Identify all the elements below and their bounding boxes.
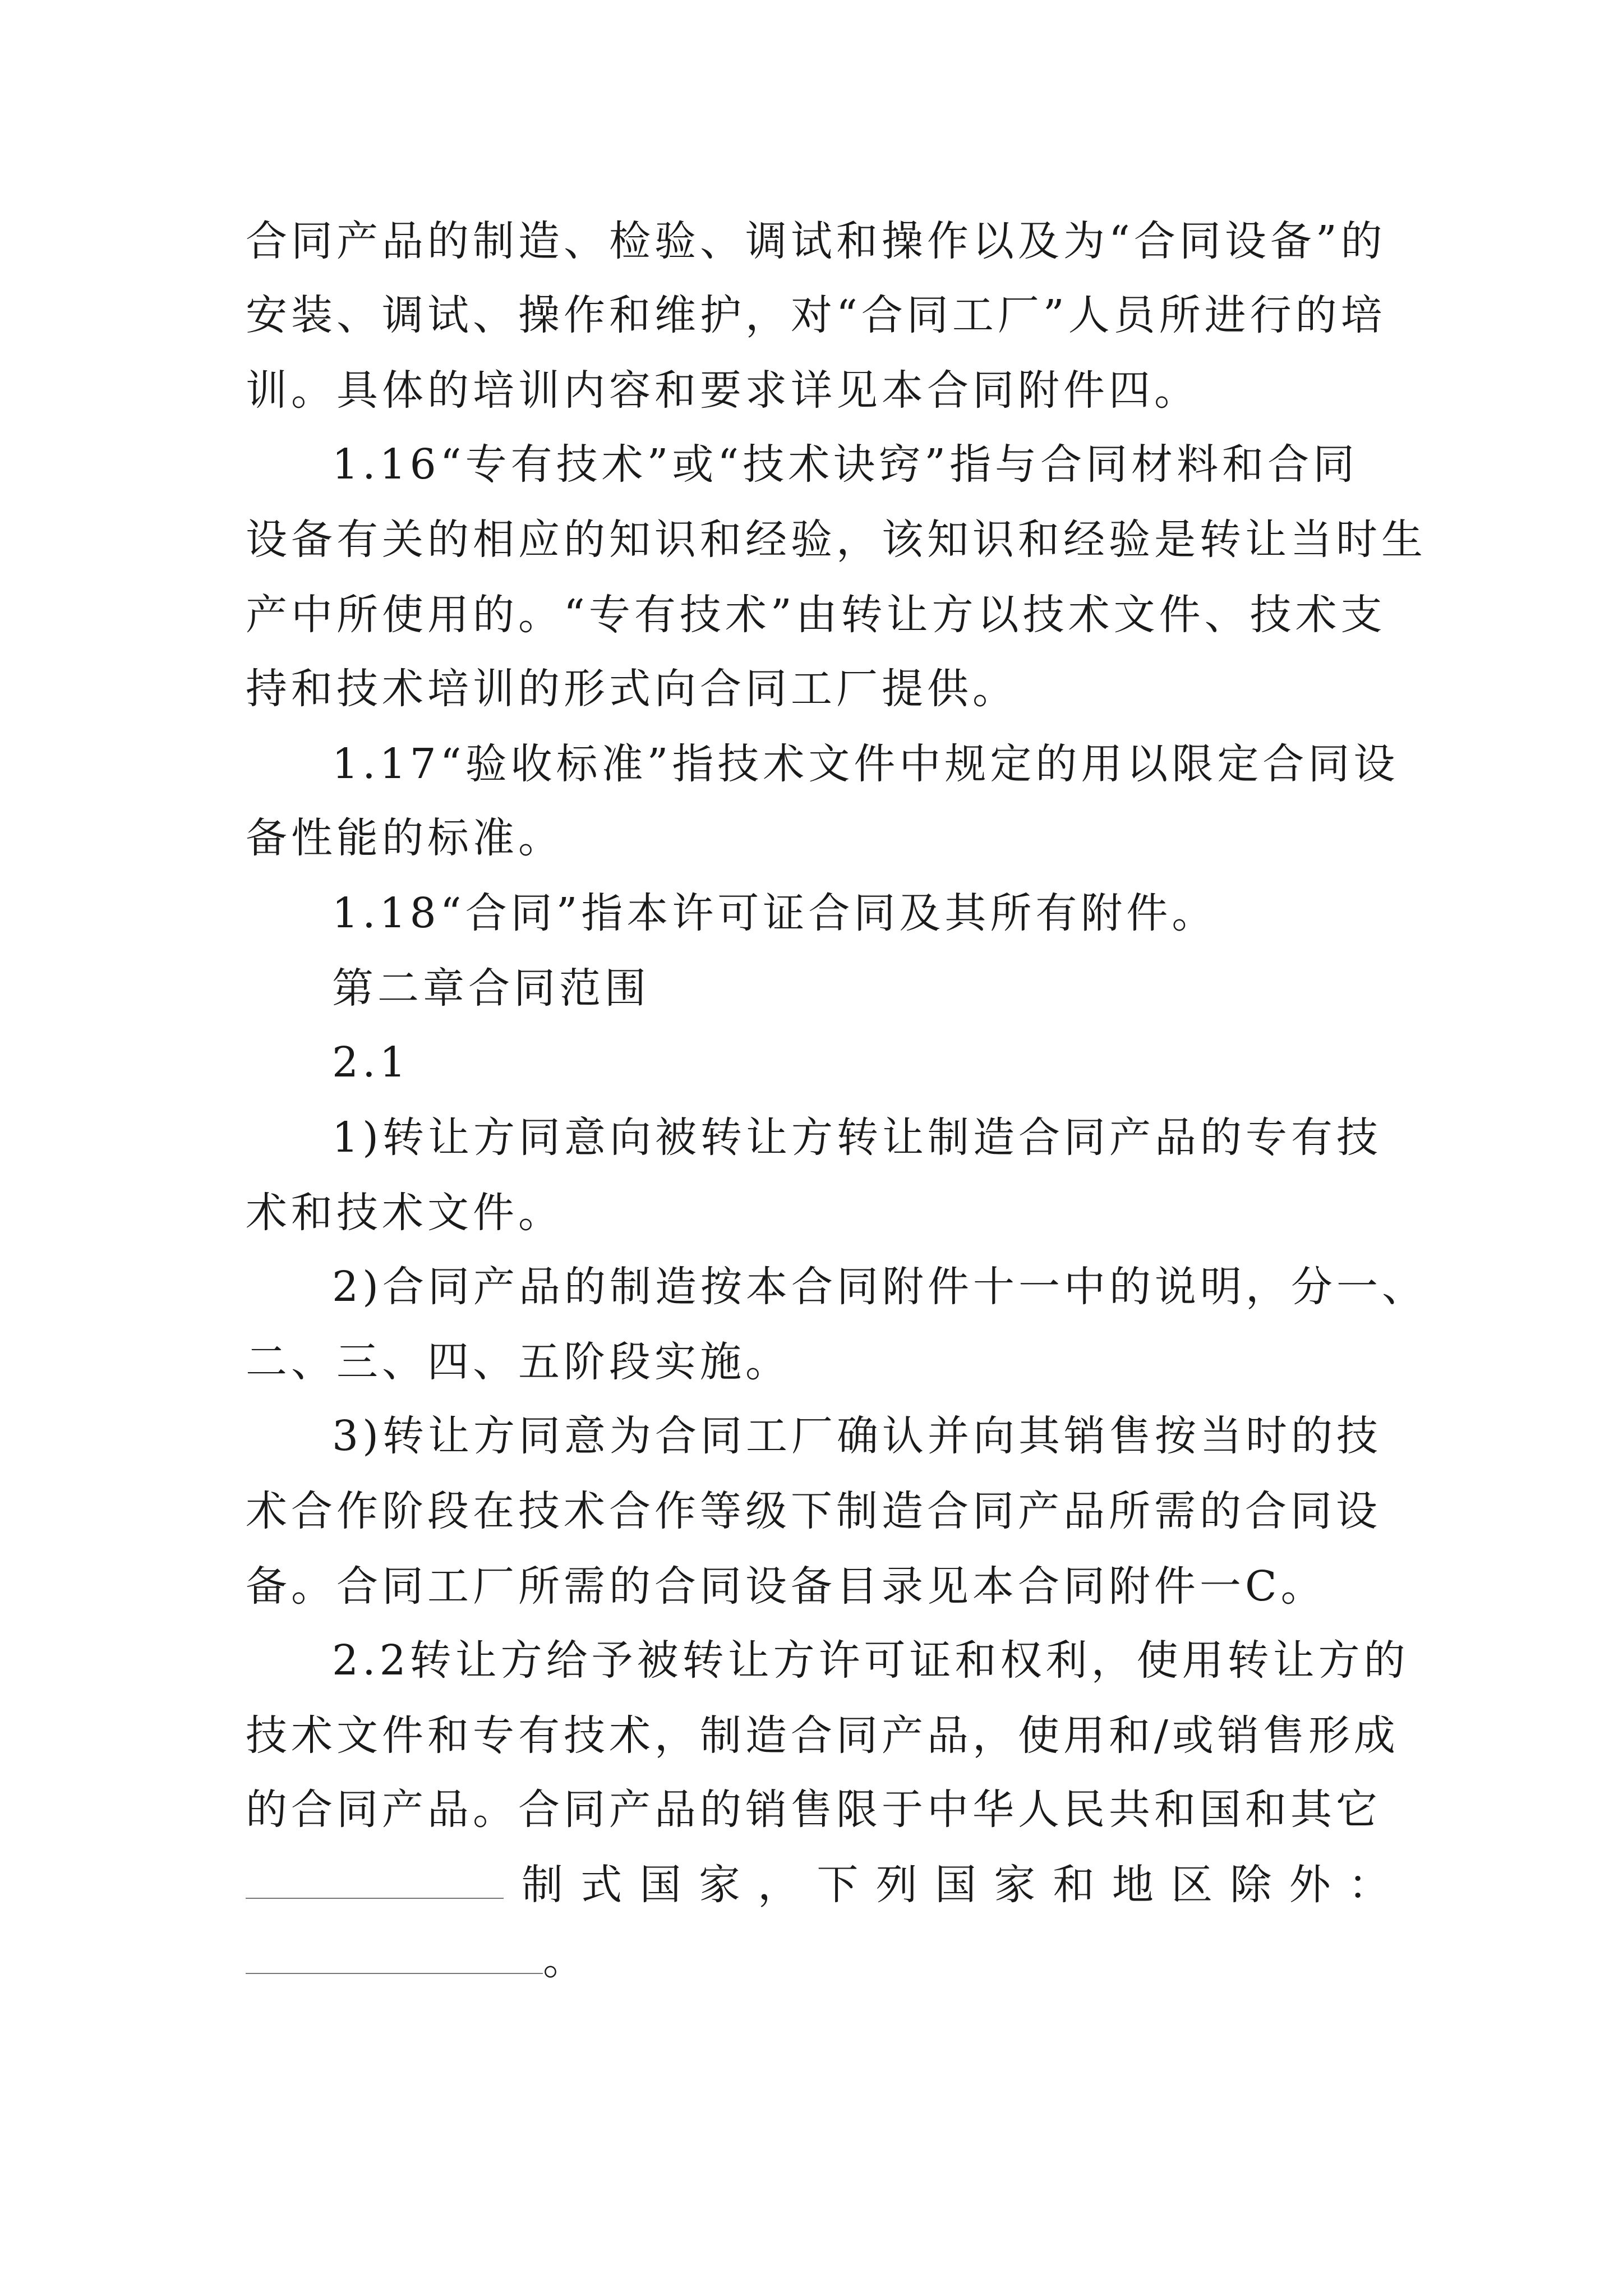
blank-underline: [246, 1892, 504, 1899]
spaced-char: 国: [934, 1861, 976, 1909]
paragraph-line: 技术文件和专有技术，制造合同产品，使用和/或销售形成: [246, 1711, 1399, 1760]
paragraph-line: 训。具体的培训内容和要求详见本合同附件四。: [246, 366, 1200, 415]
paragraph-line: 备。合同工厂所需的合同设备目录见本合同附件一C。: [246, 1562, 1326, 1611]
paragraph-line: 产中所使用的。“专有技术”由转让方以技术文件、技术支: [246, 591, 1386, 639]
paragraph-line: 的合同产品。合同产品的销售限于中华人民共和国和其它: [246, 1786, 1381, 1834]
spaced-char: 区: [1171, 1861, 1213, 1909]
spaced-char: ：: [1348, 1861, 1390, 1909]
paragraph-line: 1.17“验收标准”指技术文件中规定的用以限定合同设: [332, 740, 1399, 788]
paragraph-line: 术和技术文件。: [246, 1189, 564, 1237]
paragraph-line: 术合作阶段在技术合作等级下制造合同产品所需的合同设: [246, 1487, 1381, 1535]
paragraph-line: 3)转让方同意为合同工厂确认并向其销售按当时的技: [332, 1412, 1382, 1460]
blank-underline: [246, 1967, 543, 1974]
paragraph-line: 持和技术培训的形式向合同工厂提供。: [246, 665, 1018, 713]
fill-in-blank: [246, 1857, 509, 1913]
paragraph-line: 2.2转让方给予被转让方许可证和权利，使用转让方的: [332, 1636, 1409, 1685]
paragraph-line: 设备有关的相应的知识和经验，该知识和经验是转让当时生: [246, 516, 1427, 564]
paragraph-line: 合同产品的制造、检验、调试和操作以及为“合同设备”的: [246, 217, 1386, 265]
spaced-char: 国: [639, 1861, 681, 1909]
spaced-char: ，: [758, 1861, 800, 1909]
spaced-char: 和: [1053, 1861, 1095, 1909]
spaced-text-line: [522, 1857, 1390, 1913]
fill-in-blank-line: [246, 1932, 588, 1988]
paragraph-line: 1)转让方同意向被转让方转让制造合同产品的专有技: [332, 1114, 1382, 1162]
spaced-char: 家: [994, 1861, 1036, 1909]
spaced-char: 地: [1112, 1861, 1154, 1909]
paragraph-line: 1.18“合同”指本许可证合同及其所有附件。: [332, 889, 1218, 937]
section-number: 2.1: [332, 1038, 410, 1087]
spaced-char: 家: [698, 1861, 740, 1909]
paragraph-line: 2)合同产品的制造按本合同附件十一中的说明，分一、: [332, 1263, 1427, 1311]
paragraph-line: 备性能的标准。: [246, 814, 564, 862]
paragraph-line: 二、三、四、五阶段实施。: [246, 1338, 791, 1386]
spaced-char: 列: [875, 1861, 917, 1909]
paragraph-line: 安装、调试、操作和维护，对“合同工厂”人员所进行的培: [246, 291, 1386, 339]
spaced-char: 制: [522, 1861, 563, 1909]
spaced-char: 外: [1289, 1861, 1331, 1909]
spaced-char: 下: [817, 1861, 859, 1909]
spaced-char: 式: [580, 1861, 623, 1909]
paragraph-line: 1.16“专有技术”或“技术诀窍”指与合同材料和合同: [332, 440, 1359, 489]
chapter-heading: 第二章合同范围: [332, 964, 650, 1013]
closing-punctuation: 。: [543, 1936, 588, 1984]
spaced-char: 除: [1230, 1861, 1272, 1909]
